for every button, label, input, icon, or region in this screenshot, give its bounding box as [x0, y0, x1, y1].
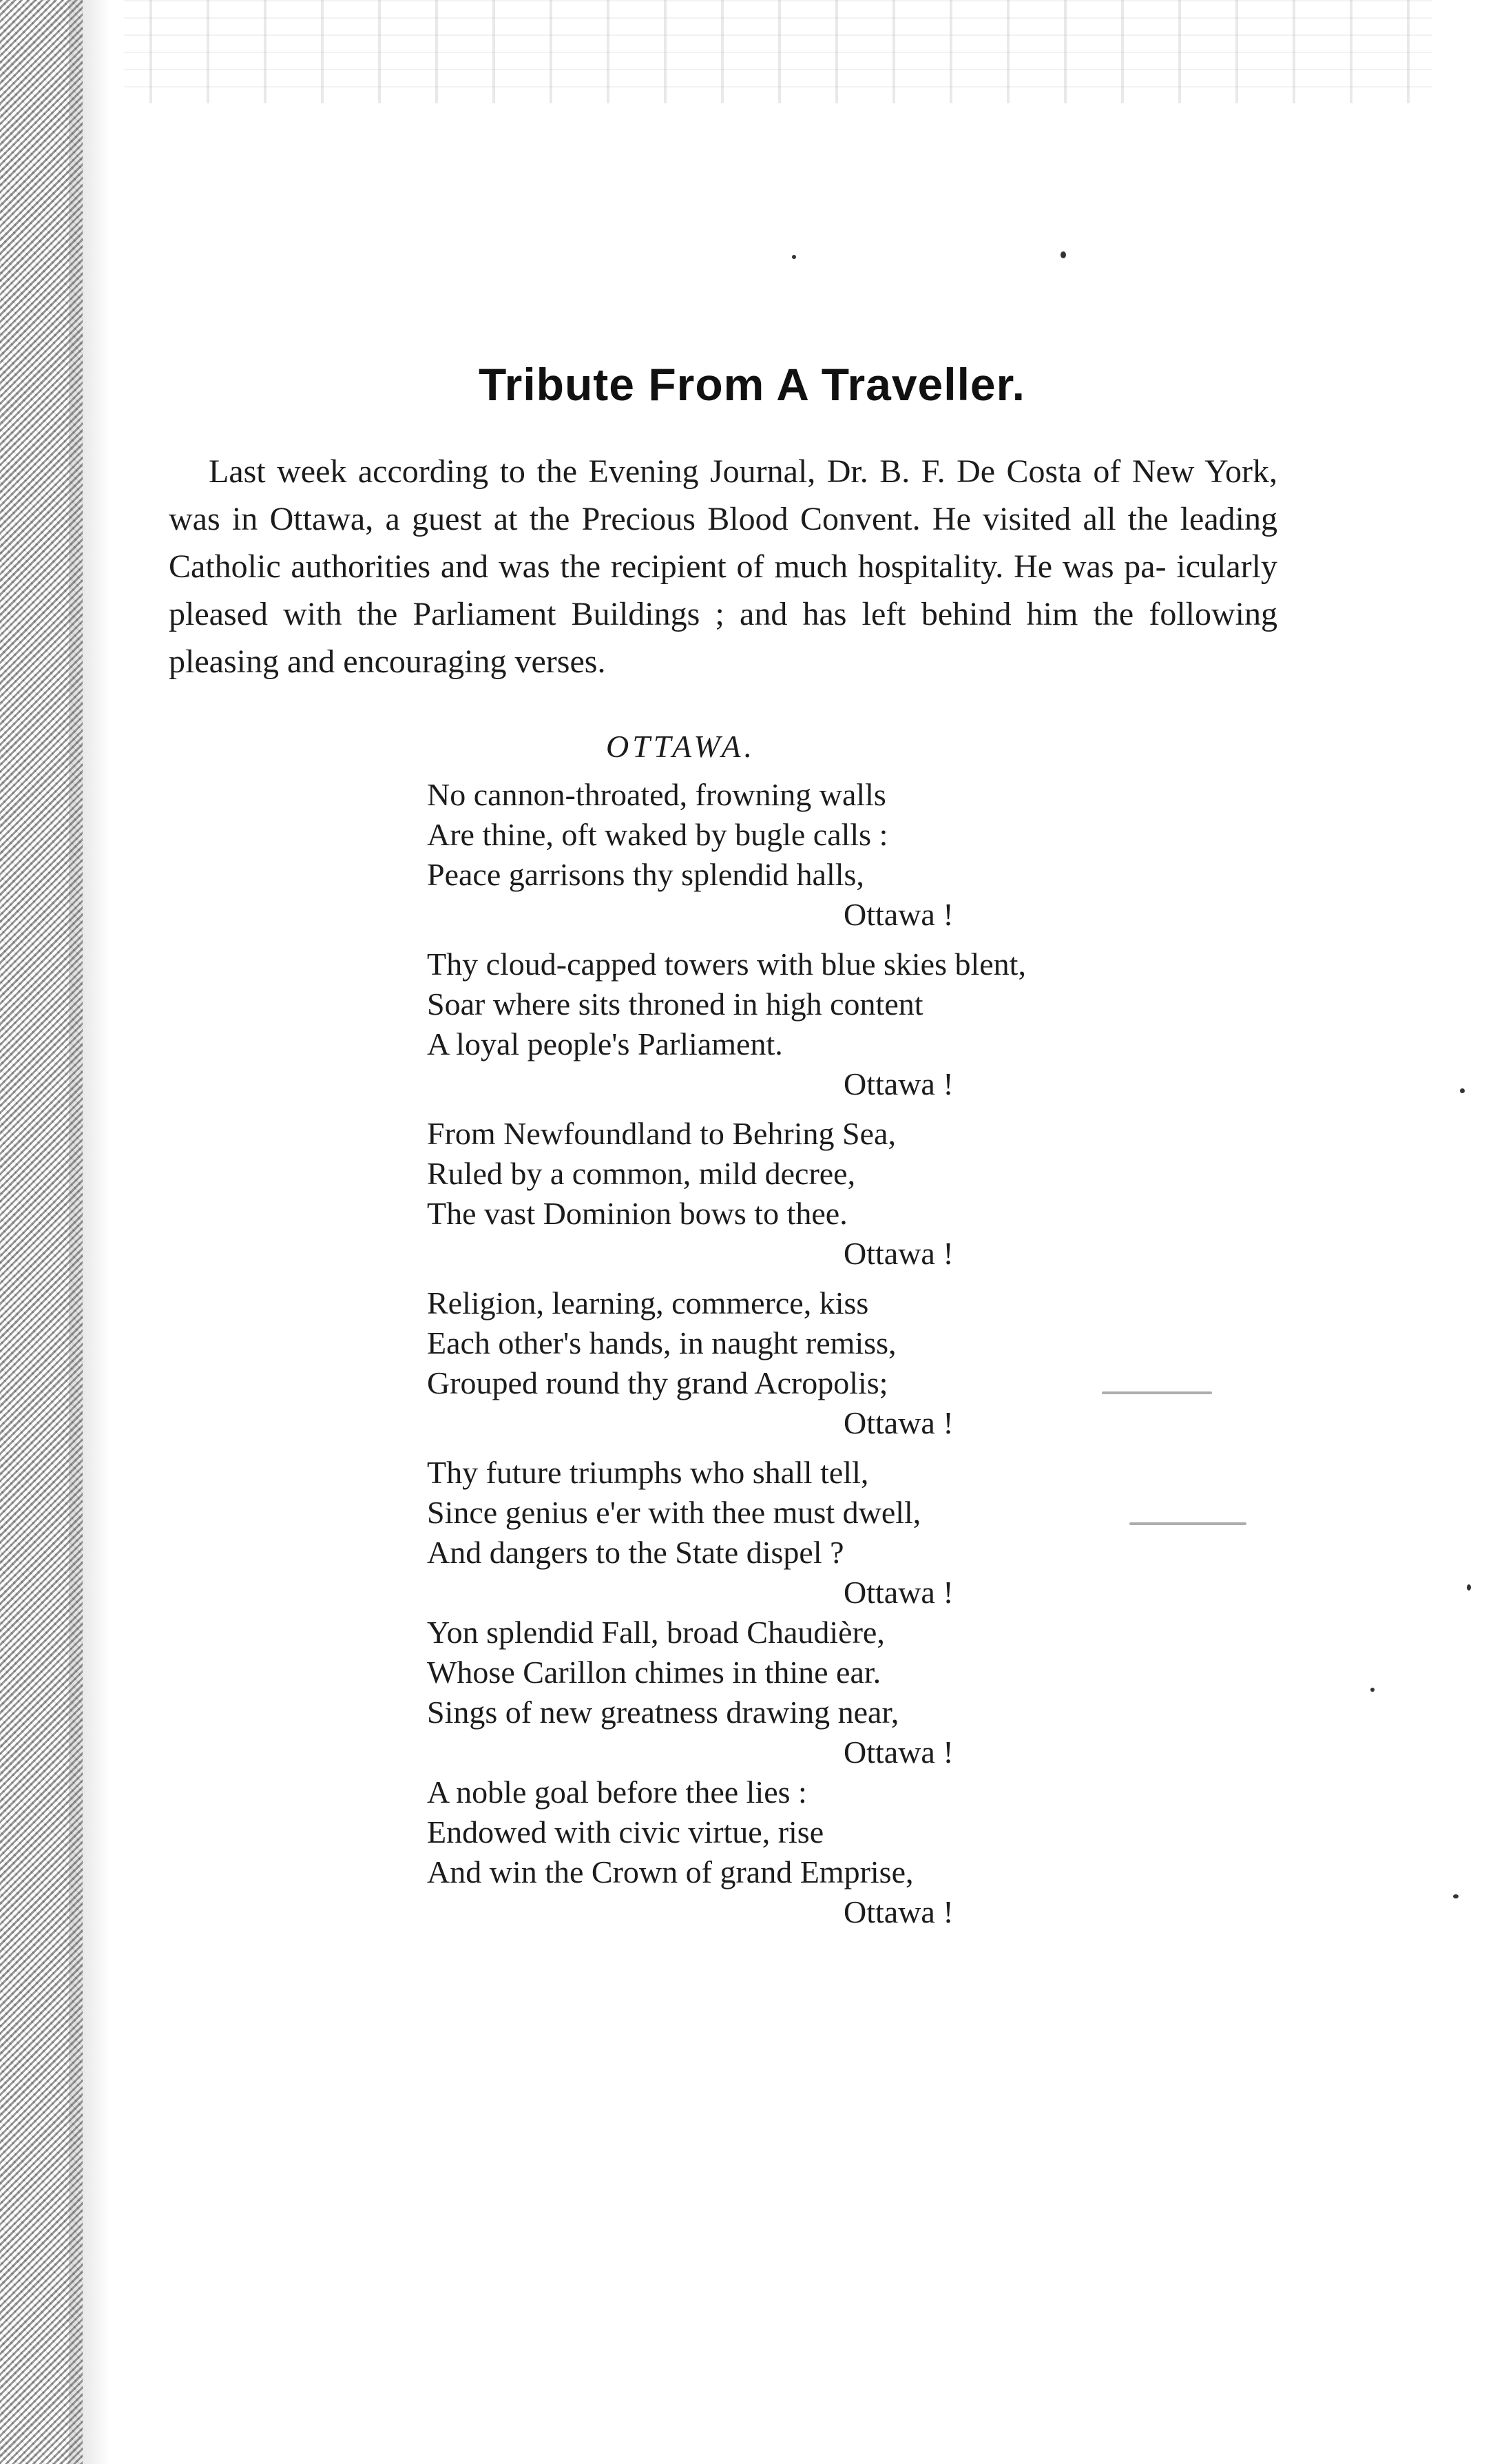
- poem-line: Yon splendid Fall, broad Chaudière,: [427, 1615, 885, 1650]
- poem-refrain: Ottawa !: [844, 1236, 954, 1271]
- poem-line: And dangers to the State dispel ?: [427, 1535, 844, 1570]
- stanza-7: [427, 1772, 1253, 1932]
- poem-line: No cannon-throated, frowning walls: [427, 777, 886, 812]
- poem-line: Grouped round thy grand Acropolis;: [427, 1365, 888, 1400]
- scan-speck: [1460, 1088, 1465, 1093]
- poem-line: Religion, learning, commerce, kiss: [427, 1285, 869, 1321]
- poem-refrain: Ottawa !: [844, 1575, 954, 1610]
- poem-line: A loyal people's Parliament.: [427, 1026, 783, 1062]
- poem-line: Endowed with civic virtue, rise: [427, 1814, 824, 1850]
- scan-speck: [792, 255, 796, 259]
- scan-top-noise: [124, 0, 1432, 103]
- stanza-2: [427, 944, 1253, 1104]
- poem-refrain: Ottawa !: [844, 1894, 954, 1929]
- poem-line: Thy cloud-capped towers with blue skies blent,: [427, 946, 1026, 982]
- poem-line: Thy future triumphs who shall tell,: [427, 1455, 869, 1490]
- scan-speck: [1453, 1894, 1459, 1898]
- poem-refrain: Ottawa !: [844, 1405, 954, 1440]
- poem-line: Soar where sits throned in high content: [427, 986, 923, 1022]
- poem-line: And win the Crown of grand Emprise,: [427, 1854, 914, 1890]
- poem-line: Peace garrisons thy splendid halls,: [427, 857, 864, 892]
- poem-line: The vast Dominion bows to thee.: [427, 1196, 848, 1231]
- poem: [427, 727, 1253, 1932]
- poem-line: From Newfoundland to Behring Sea,: [427, 1116, 896, 1151]
- poem-line: Are thine, oft waked by bugle calls :: [427, 817, 888, 852]
- poem-refrain: Ottawa !: [844, 1735, 954, 1770]
- poem-title: OTTAWA.: [606, 729, 756, 764]
- poem-line: Since genius e'er with thee must dwell,: [427, 1495, 921, 1530]
- scan-speck: [1061, 251, 1066, 258]
- poem-line: Each other's hands, in naught remiss,: [427, 1325, 897, 1360]
- poem-refrain: Ottawa !: [844, 897, 954, 932]
- intro-paragraph: Last week according to the Evening Journal, Dr. B. F. De Costa of New York, was in Ottawa, a guest at the Precious Blood Convent. He visited all the leading Catholic authorities and was the recipient of much hospitality. He was pa- icularly pleased with the Parliament Buildings ; and has left behind him the following pleasing and encouraging verses.: [169, 453, 1277, 680]
- poem-line: Sings of new greatness drawing near,: [427, 1695, 899, 1730]
- stanza-3: [427, 1114, 1253, 1274]
- poem-line: Ruled by a common, mild decree,: [427, 1156, 856, 1191]
- scan-speck: [1370, 1688, 1375, 1692]
- stanza-6: [427, 1613, 1253, 1772]
- scan-speck: [1467, 1584, 1471, 1591]
- stanza-1: [427, 775, 1253, 935]
- stanza-4: [427, 1283, 1253, 1443]
- page-title: Tribute From A Traveller.: [478, 359, 1026, 410]
- poem-refrain: Ottawa !: [844, 1066, 954, 1101]
- poem-line: A noble goal before thee lies :: [427, 1774, 807, 1810]
- stanza-5: [427, 1453, 1253, 1613]
- poem-line: Whose Carillon chimes in thine ear.: [427, 1655, 881, 1690]
